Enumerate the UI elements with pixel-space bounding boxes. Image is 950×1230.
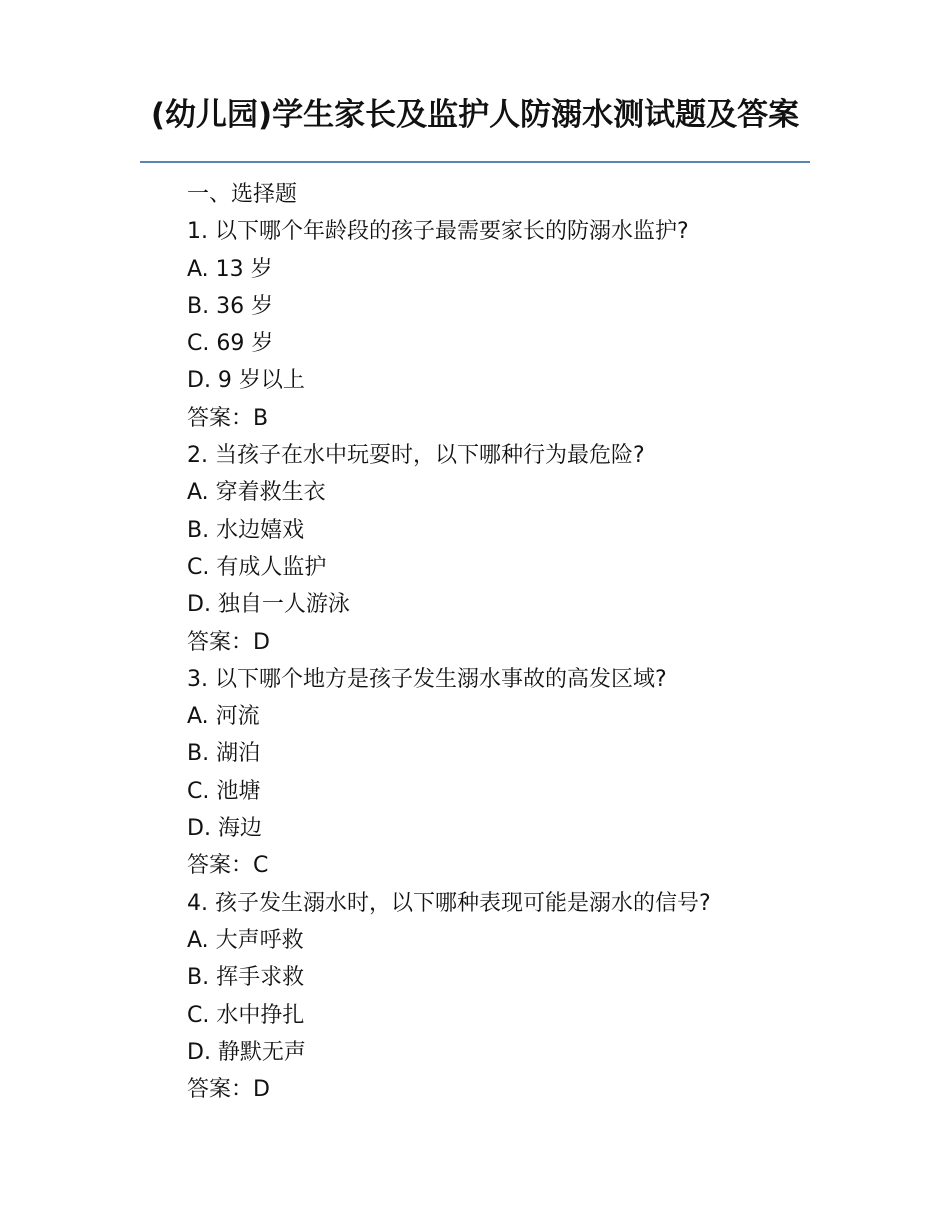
answer-line: 答案：D <box>187 1077 270 1103</box>
document-title: (幼儿园)学生家长及监护人防溺水测试题及答案 <box>150 97 800 133</box>
answer-line: 答案：B <box>187 405 269 431</box>
option-b: B. 水边嬉戏 <box>187 517 305 543</box>
option-a: A. 河流 <box>187 704 260 730</box>
option-c: C. 69 岁 <box>187 331 274 357</box>
option-c: C. 水中挣扎 <box>187 1002 305 1028</box>
option-d: D. 独自一人游泳 <box>187 592 350 618</box>
option-d: D. 海边 <box>187 816 262 842</box>
question-block-1 <box>187 213 807 437</box>
option-b: B. 湖泊 <box>187 741 261 767</box>
option-c: C. 有成人监护 <box>187 554 327 580</box>
option-b: B. 36 岁 <box>187 293 274 319</box>
option-a: A. 大声呼救 <box>187 927 304 953</box>
question-text: 2. 当孩子在水中玩耍时，以下哪种行为最危险? <box>187 443 645 469</box>
question-text: 3. 以下哪个地方是孩子发生溺水事故的高发区域? <box>187 666 667 692</box>
answer-line: 答案：D <box>187 629 270 655</box>
section-heading: 一、选择题 <box>187 182 298 207</box>
option-c: C. 池塘 <box>187 778 261 804</box>
option-d: D. 9 岁以上 <box>187 368 305 394</box>
option-a: A. 穿着救生衣 <box>187 480 326 506</box>
question-text: 1. 以下哪个年龄段的孩子最需要家长的防溺水监护? <box>187 219 689 245</box>
option-a: A. 13 岁 <box>187 256 273 282</box>
option-b: B. 挥手求救 <box>187 965 305 991</box>
question-block-2 <box>187 437 807 661</box>
question-list <box>187 176 807 1108</box>
question-block-3 <box>187 661 807 885</box>
option-d: D. 静默无声 <box>187 1039 306 1065</box>
answer-line: 答案：C <box>187 853 269 879</box>
question-text: 4. 孩子发生溺水时，以下哪种表现可能是溺水的信号? <box>187 890 711 916</box>
title-underline <box>140 161 810 163</box>
question-block-4 <box>187 885 807 1109</box>
